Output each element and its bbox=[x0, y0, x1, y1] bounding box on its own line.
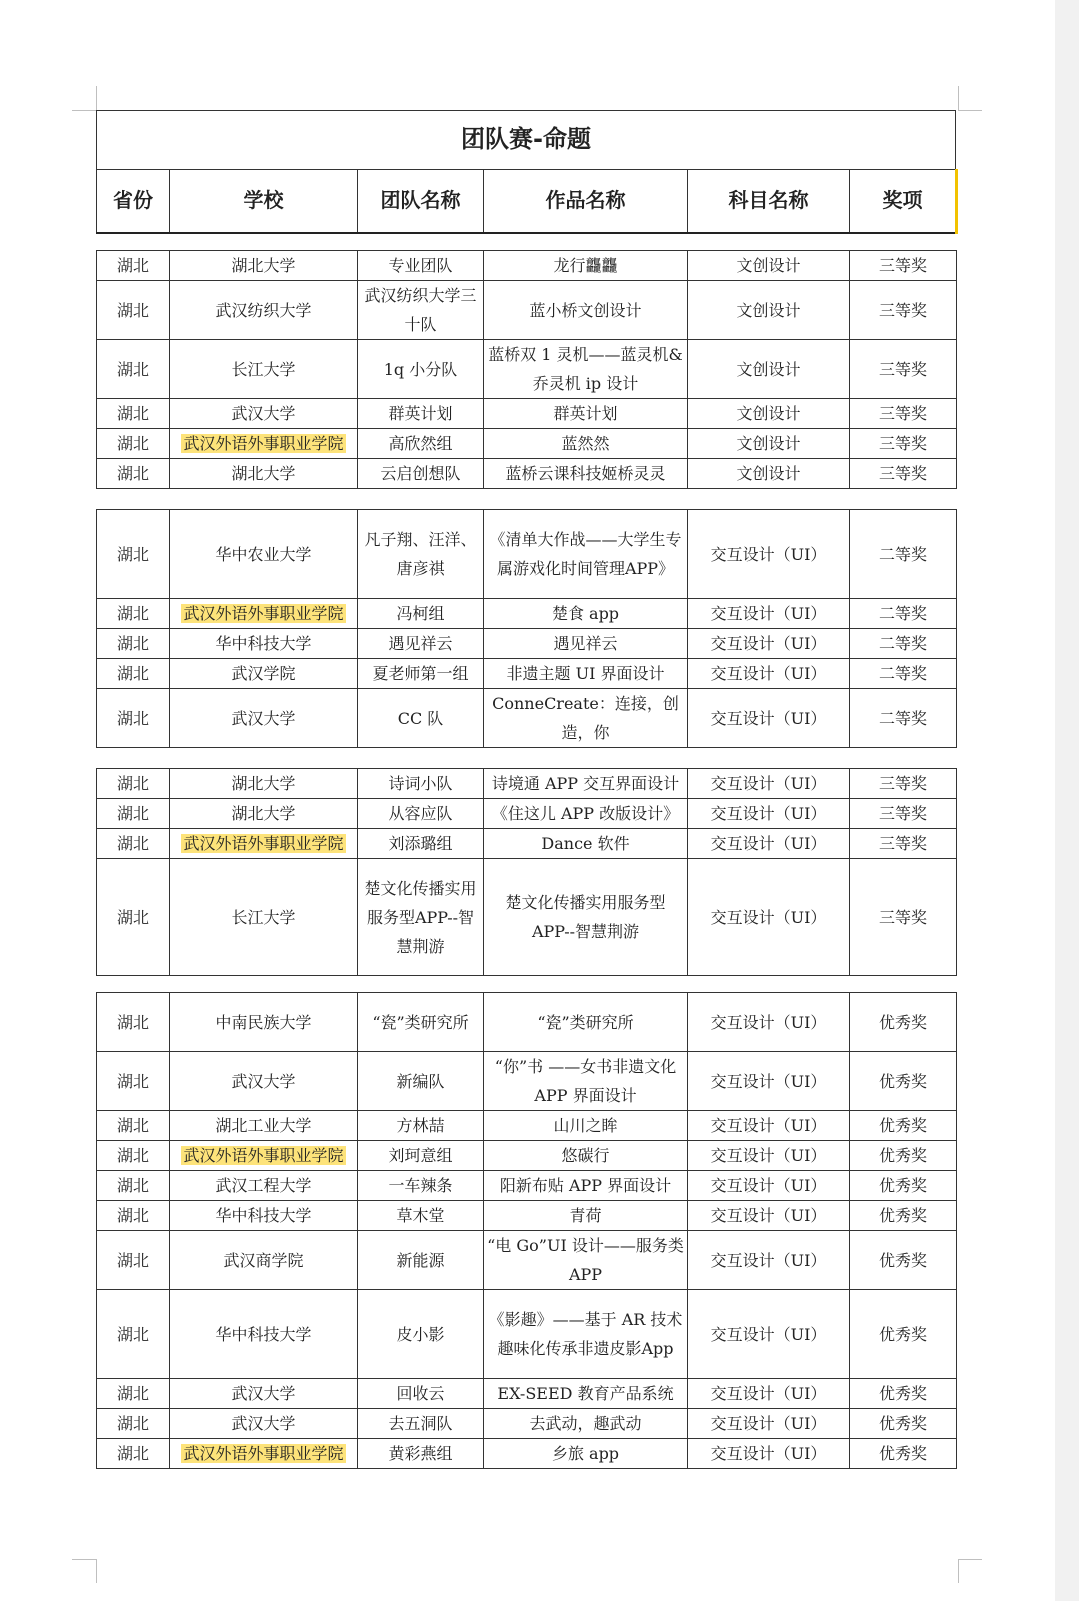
table-row bbox=[97, 1439, 957, 1469]
table-row bbox=[97, 829, 957, 859]
cell-school: 武汉大学 bbox=[170, 1379, 358, 1409]
cell-school bbox=[170, 429, 358, 459]
cell-subject: 交互设计（UI） bbox=[688, 1052, 850, 1111]
cell-school: 武汉大学 bbox=[170, 1409, 358, 1439]
cell-work: 楚文化传播实用服务型APP--智慧荆游 bbox=[484, 859, 688, 976]
document-title: 团队赛-命题 bbox=[97, 111, 956, 169]
cell-province: 湖北 bbox=[97, 659, 170, 689]
cell-subject: 文创设计 bbox=[688, 459, 850, 489]
cell-work: 《住这儿 APP 改版设计》 bbox=[484, 799, 688, 829]
table-row bbox=[97, 1379, 957, 1409]
cell-award: 优秀奖 bbox=[850, 1052, 957, 1111]
cell-province: 湖北 bbox=[97, 1111, 170, 1141]
header-work: 作品名称 bbox=[484, 169, 688, 233]
cell-school: 湖北大学 bbox=[170, 459, 358, 489]
table-row bbox=[97, 1052, 957, 1111]
cell-work: “电 Go”UI 设计——服务类 APP bbox=[484, 1231, 688, 1290]
cell-team: 新编队 bbox=[358, 1052, 484, 1111]
cell-award: 三等奖 bbox=[850, 429, 957, 459]
cell-team: 武汉纺织大学三十队 bbox=[358, 281, 484, 340]
section-table-4 bbox=[96, 992, 957, 1469]
cell-award: 二等奖 bbox=[850, 629, 957, 659]
cell-province: 湖北 bbox=[97, 281, 170, 340]
cell-award: 二等奖 bbox=[850, 659, 957, 689]
cell-award: 三等奖 bbox=[850, 281, 957, 340]
cell-school bbox=[170, 829, 358, 859]
table-row bbox=[97, 281, 957, 340]
cell-school bbox=[170, 599, 358, 629]
cell-province: 湖北 bbox=[97, 1201, 170, 1231]
cell-award: 优秀奖 bbox=[850, 1111, 957, 1141]
cell-school: 华中科技大学 bbox=[170, 629, 358, 659]
cell-award: 优秀奖 bbox=[850, 1409, 957, 1439]
cell-award: 优秀奖 bbox=[850, 1141, 957, 1171]
cell-team: 1q 小分队 bbox=[358, 340, 484, 399]
section-table-2 bbox=[96, 509, 957, 748]
cell-school: 华中农业大学 bbox=[170, 510, 358, 599]
cell-school: 湖北大学 bbox=[170, 769, 358, 799]
cell-team: 诗词小队 bbox=[358, 769, 484, 799]
cell-work: 山川之眸 bbox=[484, 1111, 688, 1141]
table-row bbox=[97, 1290, 957, 1379]
crop-mark-bottom-right-v bbox=[958, 1559, 959, 1583]
cell-province: 湖北 bbox=[97, 1171, 170, 1201]
cell-award: 三等奖 bbox=[850, 799, 957, 829]
table-row bbox=[97, 629, 957, 659]
table-row bbox=[97, 1201, 957, 1231]
cell-school: 武汉商学院 bbox=[170, 1231, 358, 1290]
cell-school: 湖北大学 bbox=[170, 799, 358, 829]
cell-award: 优秀奖 bbox=[850, 1379, 957, 1409]
table-row bbox=[97, 1409, 957, 1439]
cell-subject: 文创设计 bbox=[688, 399, 850, 429]
table-row bbox=[97, 993, 957, 1052]
cell-school bbox=[170, 1439, 358, 1469]
cell-subject: 交互设计（UI） bbox=[688, 859, 850, 976]
cell-work: 阳新布贴 APP 界面设计 bbox=[484, 1171, 688, 1201]
cell-work: 蓝然然 bbox=[484, 429, 688, 459]
cell-team: 刘添璐组 bbox=[358, 829, 484, 859]
cell-school bbox=[170, 1141, 358, 1171]
document-page bbox=[96, 110, 956, 1469]
cell-team: 方林喆 bbox=[358, 1111, 484, 1141]
cell-team: 楚文化传播实用服务型APP--智慧荆游 bbox=[358, 859, 484, 976]
cell-work: 乡旅 app bbox=[484, 1439, 688, 1469]
cell-province: 湖北 bbox=[97, 599, 170, 629]
cell-work: 青荷 bbox=[484, 1201, 688, 1231]
school-highlight: 武汉外语外事职业学院 bbox=[183, 604, 344, 623]
cell-province: 湖北 bbox=[97, 769, 170, 799]
cell-subject: 交互设计（UI） bbox=[688, 1379, 850, 1409]
cell-work: EX-SEED 教育产品系统 bbox=[484, 1379, 688, 1409]
table-row bbox=[97, 659, 957, 689]
cell-work: 《清单大作战——大学生专属游戏化时间管理APP》 bbox=[484, 510, 688, 599]
section-gap bbox=[96, 234, 956, 250]
cell-work: 蓝桥双 1 灵机——蓝灵机&乔灵机 ip 设计 bbox=[484, 340, 688, 399]
cell-subject: 交互设计（UI） bbox=[688, 1111, 850, 1141]
cell-work: 诗境通 APP 交互界面设计 bbox=[484, 769, 688, 799]
header-team: 团队名称 bbox=[358, 169, 484, 233]
cell-award: 优秀奖 bbox=[850, 1290, 957, 1379]
cell-subject: 交互设计（UI） bbox=[688, 1290, 850, 1379]
cell-team: 群英计划 bbox=[358, 399, 484, 429]
cell-school: 武汉学院 bbox=[170, 659, 358, 689]
cell-award: 优秀奖 bbox=[850, 1171, 957, 1201]
cell-subject: 交互设计（UI） bbox=[688, 510, 850, 599]
school-highlight: 武汉外语外事职业学院 bbox=[183, 1444, 344, 1463]
cell-work: 遇见祥云 bbox=[484, 629, 688, 659]
section-table-3 bbox=[96, 768, 957, 976]
cell-province: 湖北 bbox=[97, 399, 170, 429]
cell-school: 武汉大学 bbox=[170, 399, 358, 429]
cell-province: 湖北 bbox=[97, 799, 170, 829]
cell-award: 三等奖 bbox=[850, 251, 957, 281]
cell-school: 华中科技大学 bbox=[170, 1201, 358, 1231]
cell-team: 夏老师第一组 bbox=[358, 659, 484, 689]
table-row bbox=[97, 599, 957, 629]
cell-school: 中南民族大学 bbox=[170, 993, 358, 1052]
crop-mark-top-right-v bbox=[958, 86, 959, 110]
header-table bbox=[96, 169, 958, 235]
cell-province: 湖北 bbox=[97, 251, 170, 281]
cell-team: 草木堂 bbox=[358, 1201, 484, 1231]
table-row bbox=[97, 510, 957, 599]
table-row bbox=[97, 1111, 957, 1141]
cell-subject: 交互设计（UI） bbox=[688, 629, 850, 659]
section-table-1 bbox=[96, 250, 957, 489]
cell-award: 二等奖 bbox=[850, 689, 957, 748]
cell-province: 湖北 bbox=[97, 829, 170, 859]
cell-work: 龙行龘龘 bbox=[484, 251, 688, 281]
scrollbar[interactable] bbox=[1055, 0, 1079, 1601]
cell-province: 湖北 bbox=[97, 689, 170, 748]
cell-team: 去五洞队 bbox=[358, 1409, 484, 1439]
cell-team: 遇见祥云 bbox=[358, 629, 484, 659]
cell-subject: 交互设计（UI） bbox=[688, 659, 850, 689]
cell-work: “你”书 ——女书非遗文化 APP 界面设计 bbox=[484, 1052, 688, 1111]
cell-work: 去武动，趣武动 bbox=[484, 1409, 688, 1439]
cell-team: 冯柯组 bbox=[358, 599, 484, 629]
cell-award: 三等奖 bbox=[850, 769, 957, 799]
cell-province: 湖北 bbox=[97, 1409, 170, 1439]
cell-school: 长江大学 bbox=[170, 859, 358, 976]
cell-province: 湖北 bbox=[97, 510, 170, 599]
crop-mark-bottom-left-h bbox=[72, 1559, 96, 1560]
header-subject: 科目名称 bbox=[688, 169, 850, 233]
cell-award: 优秀奖 bbox=[850, 993, 957, 1052]
cell-award: 二等奖 bbox=[850, 510, 957, 599]
cell-school: 长江大学 bbox=[170, 340, 358, 399]
school-highlight: 武汉外语外事职业学院 bbox=[183, 434, 344, 453]
table-row bbox=[97, 1231, 957, 1290]
cell-work: Dance 软件 bbox=[484, 829, 688, 859]
cell-team: “瓷”类研究所 bbox=[358, 993, 484, 1052]
cell-province: 湖北 bbox=[97, 429, 170, 459]
cell-team: 一车辣条 bbox=[358, 1171, 484, 1201]
cell-team: 黄彩燕组 bbox=[358, 1439, 484, 1469]
cell-subject: 交互设计（UI） bbox=[688, 599, 850, 629]
header-school: 学校 bbox=[170, 169, 358, 233]
cell-work: 楚食 app bbox=[484, 599, 688, 629]
cell-work: 蓝桥云课科技姬桥灵灵 bbox=[484, 459, 688, 489]
cell-work: 群英计划 bbox=[484, 399, 688, 429]
cell-subject: 文创设计 bbox=[688, 281, 850, 340]
cell-province: 湖北 bbox=[97, 340, 170, 399]
table-row bbox=[97, 769, 957, 799]
cell-award: 三等奖 bbox=[850, 340, 957, 399]
table-row bbox=[97, 689, 957, 748]
cell-team: 刘珂意组 bbox=[358, 1141, 484, 1171]
cell-work: 蓝小桥文创设计 bbox=[484, 281, 688, 340]
cell-team: 回收云 bbox=[358, 1379, 484, 1409]
cell-province: 湖北 bbox=[97, 1052, 170, 1111]
cell-school: 武汉大学 bbox=[170, 1052, 358, 1111]
cell-award: 优秀奖 bbox=[850, 1439, 957, 1469]
cell-team: 从容应队 bbox=[358, 799, 484, 829]
cell-team: 专业团队 bbox=[358, 251, 484, 281]
cell-province: 湖北 bbox=[97, 1141, 170, 1171]
cell-work: “瓷”类研究所 bbox=[484, 993, 688, 1052]
table-row bbox=[97, 340, 957, 399]
crop-mark-bottom-right-h bbox=[958, 1559, 982, 1560]
table-row bbox=[97, 1141, 957, 1171]
cell-school: 武汉工程大学 bbox=[170, 1171, 358, 1201]
header-province: 省份 bbox=[97, 169, 170, 233]
cell-subject: 交互设计（UI） bbox=[688, 993, 850, 1052]
table-row bbox=[97, 399, 957, 429]
school-highlight: 武汉外语外事职业学院 bbox=[183, 834, 344, 853]
cell-award: 三等奖 bbox=[850, 859, 957, 976]
section-gap bbox=[96, 748, 956, 768]
cell-subject: 交互设计（UI） bbox=[688, 799, 850, 829]
cell-province: 湖北 bbox=[97, 1290, 170, 1379]
section-gap bbox=[96, 489, 956, 509]
cell-school: 武汉大学 bbox=[170, 689, 358, 748]
cell-province: 湖北 bbox=[97, 1231, 170, 1290]
cell-award: 三等奖 bbox=[850, 459, 957, 489]
cell-subject: 交互设计（UI） bbox=[688, 829, 850, 859]
cell-subject: 交互设计（UI） bbox=[688, 1409, 850, 1439]
cell-work: ConneCreate：连接，创造，你 bbox=[484, 689, 688, 748]
cell-subject: 交互设计（UI） bbox=[688, 1141, 850, 1171]
cell-province: 湖北 bbox=[97, 1379, 170, 1409]
cell-team: CC 队 bbox=[358, 689, 484, 748]
crop-mark-bottom-left-v bbox=[96, 1559, 97, 1583]
cell-province: 湖北 bbox=[97, 459, 170, 489]
school-highlight: 武汉外语外事职业学院 bbox=[183, 1146, 344, 1165]
header-award: 奖项 bbox=[850, 169, 957, 233]
cell-school: 湖北大学 bbox=[170, 251, 358, 281]
cell-subject: 交互设计（UI） bbox=[688, 1201, 850, 1231]
cell-award: 二等奖 bbox=[850, 599, 957, 629]
cell-province: 湖北 bbox=[97, 629, 170, 659]
cell-work: 《影趣》——基于 AR 技术趣味化传承非遗皮影App bbox=[484, 1290, 688, 1379]
cell-subject: 交互设计（UI） bbox=[688, 1231, 850, 1290]
cell-award: 三等奖 bbox=[850, 399, 957, 429]
cell-school: 湖北工业大学 bbox=[170, 1111, 358, 1141]
cell-award: 优秀奖 bbox=[850, 1231, 957, 1290]
cell-school: 武汉纺织大学 bbox=[170, 281, 358, 340]
table-row bbox=[97, 799, 957, 829]
cell-work: 悠碳行 bbox=[484, 1141, 688, 1171]
cell-province: 湖北 bbox=[97, 859, 170, 976]
cell-team: 云启创想队 bbox=[358, 459, 484, 489]
title-table bbox=[96, 110, 956, 169]
cell-team: 新能源 bbox=[358, 1231, 484, 1290]
cell-school: 华中科技大学 bbox=[170, 1290, 358, 1379]
cell-subject: 交互设计（UI） bbox=[688, 1171, 850, 1201]
crop-mark-top-left-v bbox=[96, 86, 97, 110]
cell-subject: 交互设计（UI） bbox=[688, 689, 850, 748]
cell-work: 非遗主题 UI 界面设计 bbox=[484, 659, 688, 689]
cell-province: 湖北 bbox=[97, 1439, 170, 1469]
crop-mark-top-left-h bbox=[72, 110, 96, 111]
cell-team: 高欣然组 bbox=[358, 429, 484, 459]
table-row bbox=[97, 1171, 957, 1201]
cell-province: 湖北 bbox=[97, 993, 170, 1052]
cell-subject: 文创设计 bbox=[688, 429, 850, 459]
cell-subject: 文创设计 bbox=[688, 251, 850, 281]
cell-team: 凡子翔、汪洋、唐彦祺 bbox=[358, 510, 484, 599]
table-row bbox=[97, 859, 957, 976]
cell-award: 优秀奖 bbox=[850, 1201, 957, 1231]
table-row bbox=[97, 251, 957, 281]
cell-subject: 文创设计 bbox=[688, 340, 850, 399]
section-gap bbox=[96, 976, 956, 992]
cell-subject: 交互设计（UI） bbox=[688, 1439, 850, 1469]
table-row bbox=[97, 429, 957, 459]
cell-subject: 交互设计（UI） bbox=[688, 769, 850, 799]
cell-award: 三等奖 bbox=[850, 829, 957, 859]
cell-team: 皮小影 bbox=[358, 1290, 484, 1379]
table-row bbox=[97, 459, 957, 489]
crop-mark-top-right-h bbox=[958, 110, 982, 111]
